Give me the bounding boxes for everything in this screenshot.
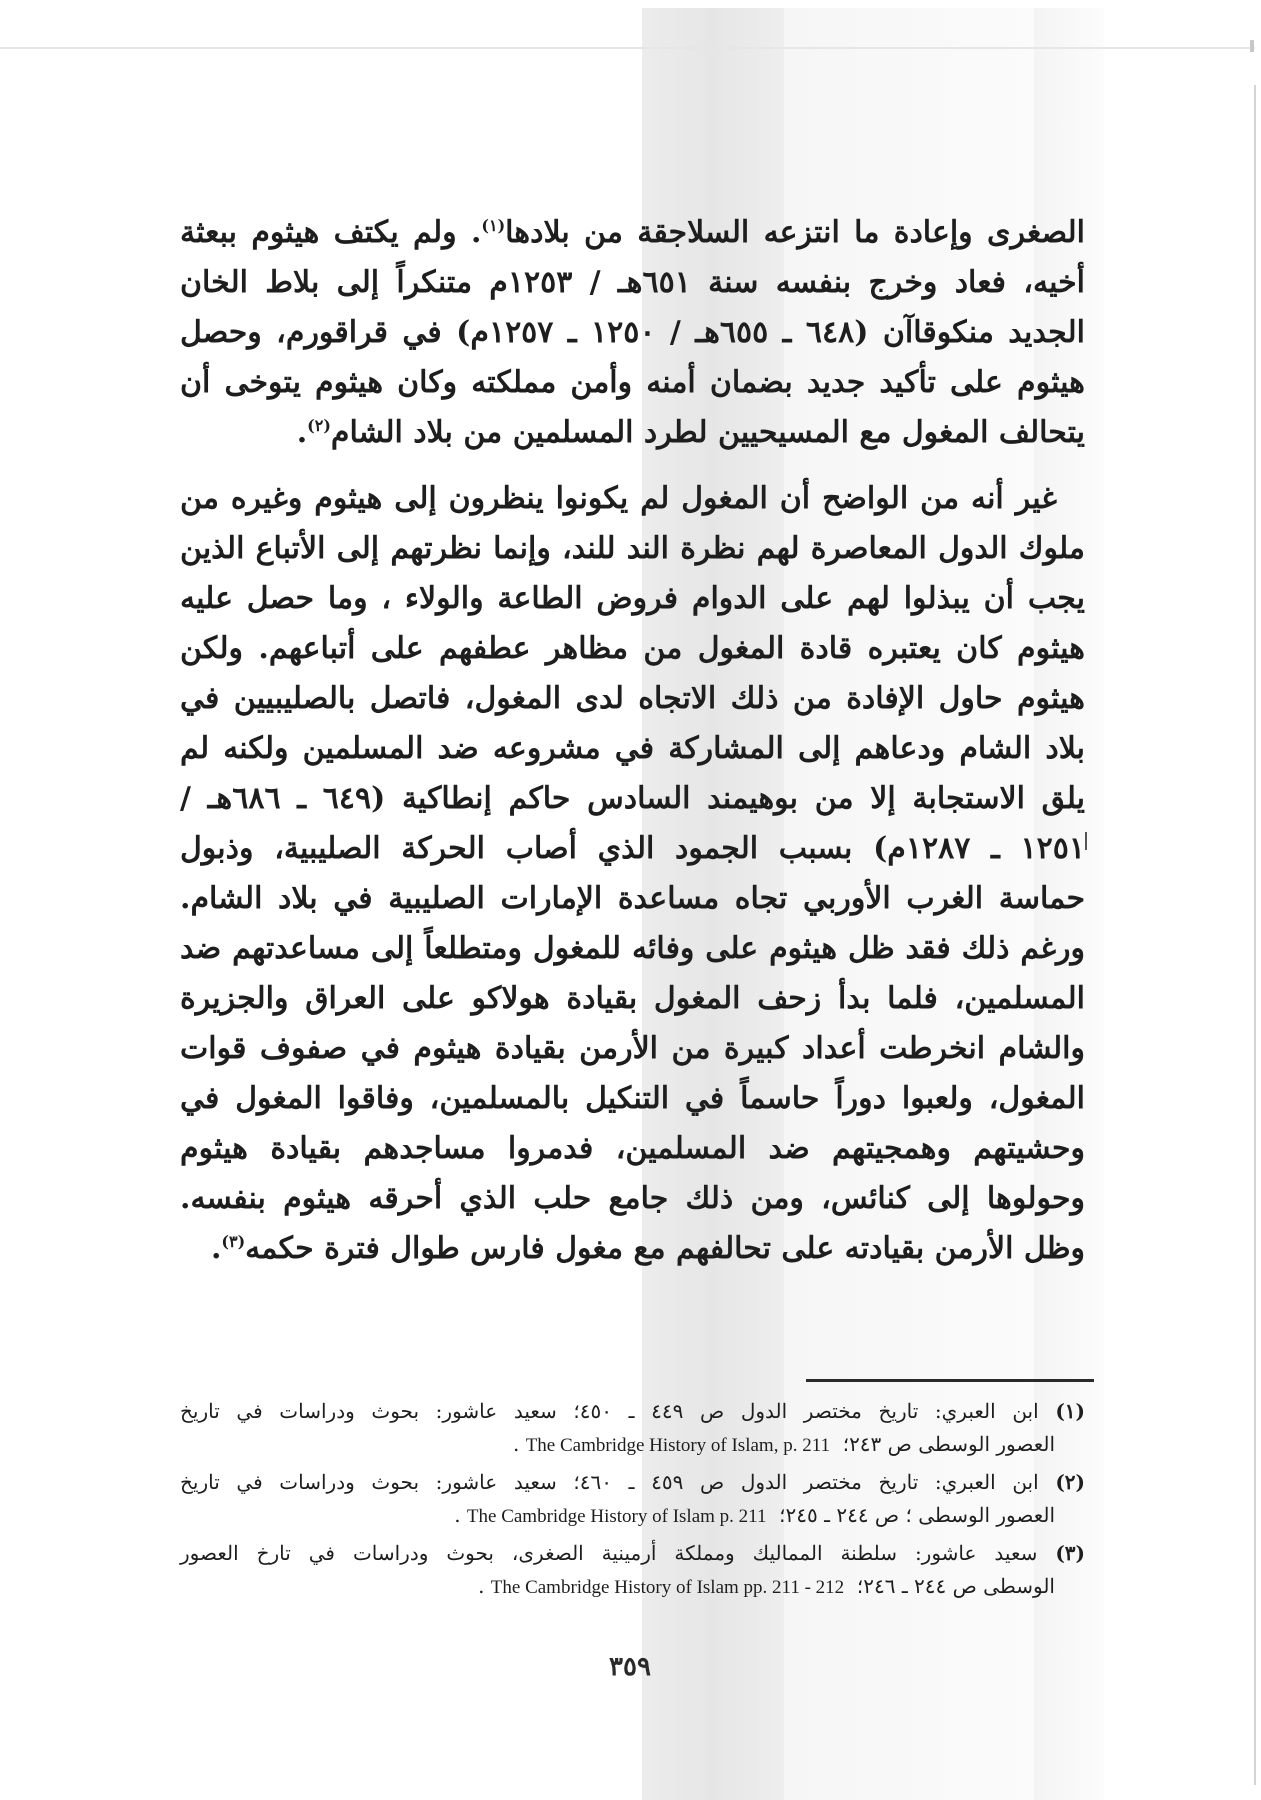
paragraph-text: غير أنه من الواضح أن المغول لم يكونوا ينظرون إلى هيثوم وغيره من ملوك الدول المعاصرة لهم نظرة الند للند، وإنما نظرتهم إلى الأتباع الذين يجب أن يبذلوا لهم على الدوام فروض الطاعة والولاء ، وما حصل عليه هيثوم كان يعتبره قادة المغول من مظاهر عطفهم على أتباعهم. ولكن هيثوم حاول الإفادة من ذلك الاتجاه لدى المغول، فاتصل بالصليبيين في بلاد الشام ودعاهم إلى المشاركة في مشروعه ضد المسلمين ولكنه لم يلق الاستجابة إلا من بوهيمند السادس حاكم إنطاكية (٦٤٩ ـ ٦٨٦هـ / ١٢٥١ ـ ١٢٨٧م) بسبب الجمود الذي أصاب الحركة الصليبية، وذبول حماسة الغرب الأوربي تجاه مساعدة الإمارات الصليبية في بلاد الشام. ورغم ذلك فقد ظل هيثوم على وفائه للمغول ومتطلعاً إلى مساعدتهم ضد المسلمين، فلما بدأ زحف المغول بقيادة هولاكو على العراق والجزيرة والشام انخرطت أعداد كبيرة من الأرمن بقيادة هيثوم في صفوف قوات المغول، ولعبوا دوراً حاسماً في التنكيل بالمسلمين، وفاقوا المغول في وحشيتهم وهمجيتهم ضد المسلمين، فدمروا مساجدهم بقيادة هيثوم وحولوها إلى كنائس، ومن ذلك جامع حلب الذي أحرقه هيثوم بنفسه. وظل الأرمن بقيادته على تحالفهم مع مغول فارس طوال فترة حكمه xyxy=(180,481,1085,1266)
footnote-english-citation: The Cambridge History of Islam p. 211 xyxy=(466,1506,767,1527)
footnote-english-citation: The Cambridge History of Islam, p. 211 xyxy=(525,1435,830,1456)
footnote-2 xyxy=(180,1466,1085,1533)
scan-top-edge-line xyxy=(0,47,1255,49)
page-right-edge-line xyxy=(1254,85,1256,1785)
footnote-3 xyxy=(180,1537,1085,1604)
footnote-line xyxy=(180,1499,1085,1533)
margin-mark xyxy=(1085,832,1087,850)
footnote-1 xyxy=(180,1395,1085,1462)
footnote-line xyxy=(180,1537,1085,1570)
paragraph-2 xyxy=(180,474,1085,1274)
scan-corner-mark xyxy=(1250,40,1254,52)
footnote-ref-3[interactable]: (٣) xyxy=(221,1232,246,1251)
footnote-ref-2[interactable]: (٢) xyxy=(307,416,331,435)
footnote-end-punct: . xyxy=(454,1503,461,1527)
footnote-separator xyxy=(806,1379,1094,1382)
footnote-line xyxy=(180,1570,1085,1604)
footnote-end-punct: . xyxy=(512,1432,520,1456)
footnote-english-citation: The Cambridge History of Islam pp. 211 - 212 xyxy=(490,1577,845,1598)
footnote-text: سعيد عاشور: سلطنة المماليك ومملكة أرمينية الصغرى، بحوث ودراسات في تارخ العصور xyxy=(180,1541,1038,1565)
paragraph-text: . xyxy=(210,1231,222,1266)
footnote-text: الوسطى ص ٢٤٤ ـ ٢٤٦؛ xyxy=(856,1574,1055,1598)
page-number: ٣٥٩ xyxy=(609,1652,651,1682)
footnote-number: (١) xyxy=(1055,1399,1085,1423)
footnote-number: (٣) xyxy=(1055,1541,1085,1565)
body-text xyxy=(180,208,1085,1274)
footnote-line xyxy=(180,1428,1085,1462)
footnote-text: ابن العبري: تاريخ مختصر الدول ص ٤٥٩ ـ ٤٦٠؛ سعيد عاشور: بحوث ودراسات في تاريخ xyxy=(180,1470,1039,1494)
paragraph-1 xyxy=(180,208,1085,458)
paragraph-text: . ولم يكتف هيثوم ببعثة أخيه، فعاد وخرج بنفسه سنة ٦٥١هـ / ١٢٥٣م متنكراً إلى بلاط الخان الجديد منكوقاآن (٦٤٨ ـ ٦٥٥هـ / ١٢٥٠ ـ ١٢٥٧م) في قراقورم، وحصل هيثوم على تأكيد جديد بضمان أمنه وأمن مملكته وكان هيثوم يتوخى أن يتحالف المغول مع المسيحيين لطرد المسلمين من بلاد الشام xyxy=(180,215,1086,450)
footnote-text: ابن العبري: تاريخ مختصر الدول ص ٤٤٩ ـ ٤٥٠؛ سعيد عاشور: بحوث ودراسات في تاريخ xyxy=(180,1399,1039,1423)
footnote-line xyxy=(180,1466,1085,1499)
footnote-text: العصور الوسطى ؛ ص ٢٤٤ ـ ٢٤٥؛ xyxy=(779,1503,1055,1527)
footnotes xyxy=(180,1395,1085,1608)
footnote-line xyxy=(180,1395,1085,1428)
footnote-end-punct: . xyxy=(478,1574,485,1598)
paragraph-text: الصغرى وإعادة ما انتزعه السلاجقة من بلادها xyxy=(505,215,1085,250)
footnote-number: (٢) xyxy=(1055,1470,1085,1494)
footnote-text: العصور الوسطى ص ٢٤٣؛ xyxy=(842,1432,1055,1456)
footnote-ref-1[interactable]: (١) xyxy=(481,216,506,235)
paragraph-text: . xyxy=(296,415,308,450)
